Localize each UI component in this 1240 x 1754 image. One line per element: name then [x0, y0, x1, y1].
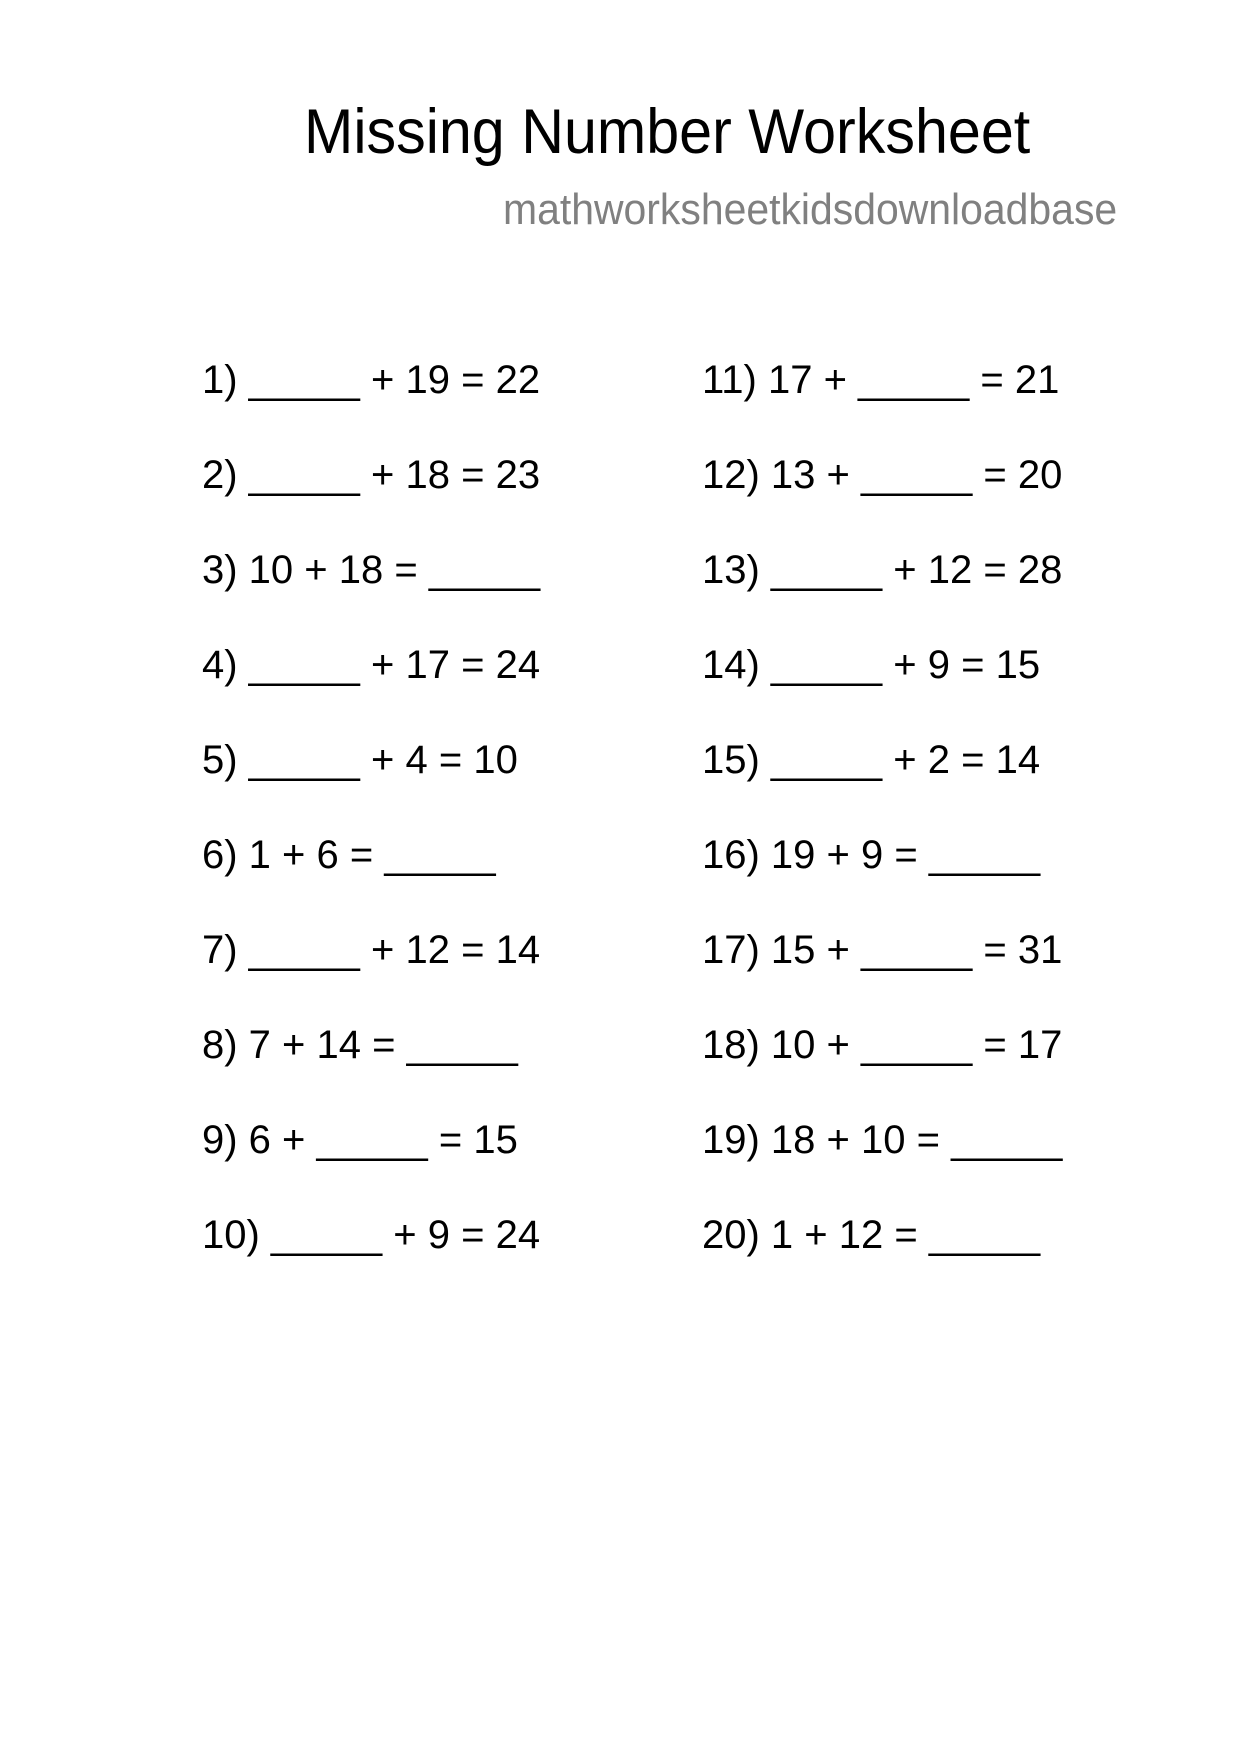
problem-6: 6) 1 + 6 = _____: [202, 833, 496, 877]
problem-19: 19) 18 + 10 = _____: [702, 1118, 1063, 1162]
problem-16: 16) 19 + 9 = _____: [702, 833, 1041, 877]
problem-4: 4) _____ + 17 = 24: [202, 643, 541, 687]
problem-1: 1) _____ + 19 = 22: [202, 358, 541, 402]
problem-14: 14) _____ + 9 = 15: [702, 643, 1041, 687]
problem-17: 17) 15 + _____ = 31: [702, 928, 1063, 972]
problem-5: 5) _____ + 4 = 10: [202, 738, 518, 782]
problem-13: 13) _____ + 12 = 28: [702, 548, 1063, 592]
problem-7: 7) _____ + 12 = 14: [202, 928, 541, 972]
problem-20: 20) 1 + 12 = _____: [702, 1213, 1041, 1257]
site-watermark: mathworksheetkidsdownloadbase: [503, 185, 1118, 234]
problem-18: 18) 10 + _____ = 17: [702, 1023, 1063, 1067]
problem-12: 12) 13 + _____ = 20: [702, 453, 1063, 497]
page-title: Missing Number Worksheet: [304, 97, 1031, 167]
problem-3: 3) 10 + 18 = _____: [202, 548, 541, 592]
problem-2: 2) _____ + 18 = 23: [202, 453, 541, 497]
problem-10: 10) _____ + 9 = 24: [202, 1213, 541, 1257]
problem-9: 9) 6 + _____ = 15: [202, 1118, 518, 1162]
problem-11: 11) 17 + _____ = 21: [702, 358, 1060, 402]
problem-8: 8) 7 + 14 = _____: [202, 1023, 518, 1067]
problem-15: 15) _____ + 2 = 14: [702, 738, 1041, 782]
